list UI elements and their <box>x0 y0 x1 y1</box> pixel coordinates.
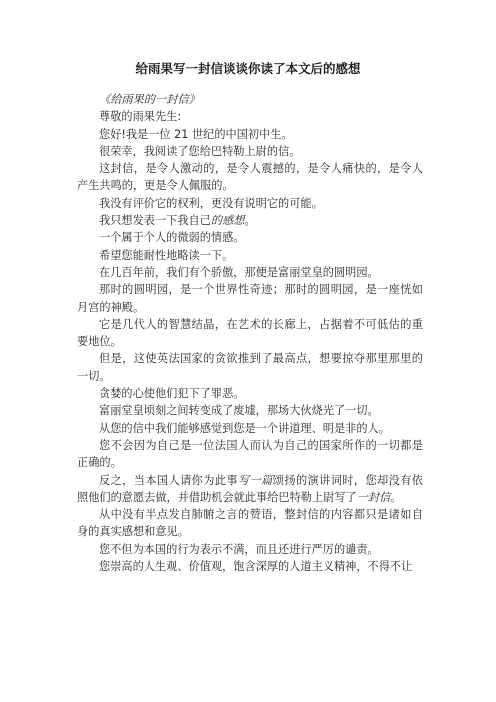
text-segment: 《给雨果的一封信》 <box>99 93 200 106</box>
body-paragraph <box>77 229 423 246</box>
body-paragraph <box>77 472 423 507</box>
text-segment: 您好!我是一位 21 世纪的中国初中生。 <box>99 127 293 141</box>
text-segment: 但是，这使英法国家的贪欲推到了最高点，想要掠夺那里那里的一切。 <box>77 352 423 383</box>
body-paragraph <box>77 437 423 472</box>
body-paragraph <box>77 195 423 212</box>
body-paragraph <box>77 212 423 229</box>
body-paragraph <box>77 160 423 195</box>
text-segment: 写一篇 <box>238 473 273 487</box>
body-paragraph <box>77 420 423 437</box>
body-paragraph <box>77 506 423 541</box>
text-segment: 您崇高的人生观、价值观，饱含深厚的人道主义精神，不得不让 <box>99 560 413 574</box>
text-segment: 您不会因为自己是一位法国人而认为自己的国家所作的一切都是正确的。 <box>77 438 423 470</box>
body-paragraph <box>77 541 423 558</box>
document-title: 给雨果写一封信谈谈你读了本文后的感想 <box>135 61 361 76</box>
text-segment: 反之，当本国人请你为此事 <box>99 473 239 487</box>
body-paragraph <box>77 143 423 160</box>
document-body <box>77 91 423 575</box>
text-segment: 颂扬的演讲词时，您却没有依照他们的意愿去做，并借助机会就此事给巴特勒上尉写了 <box>77 473 423 504</box>
body-paragraph <box>77 350 423 385</box>
body-paragraph <box>77 385 423 402</box>
body-paragraph <box>77 558 423 575</box>
text-segment: 富丽堂皇顷刻之间转变成了废墟，那场大伙烧光了一切。 <box>99 404 379 418</box>
text-segment: 在几百年前，我们有个骄傲，那便是富丽堂皇的圆明园。 <box>99 265 379 279</box>
text-segment: 这封信，是令人激动的，是令人震撼的，是令人痛快的，是令人产生共鸣的，更是令人佩服的。 <box>77 162 423 193</box>
text-segment: 一封信 <box>356 490 391 504</box>
text-segment: 。 <box>390 490 402 504</box>
body-paragraph <box>77 264 423 281</box>
text-segment: 贪婪的心使他们犯下了罪恶。 <box>99 387 245 401</box>
body-paragraph <box>77 281 423 316</box>
text-segment: 您不但为本国的行为表示不满，而且还进行严厉的谴责。 <box>99 542 379 556</box>
text-segment: 希望您能耐性地略读一下。 <box>99 248 234 262</box>
text-segment: 从中没有半点发自肺腑之言的赞语，整封信的内容都只是诸如自身的真实感想和意见。 <box>77 508 423 539</box>
text-segment: 它是几代人的智慧结晶，在艺术的长廊上，占据着不可低估的重要地位。 <box>77 317 423 349</box>
document-subtitle <box>77 91 423 108</box>
text-segment: 我没有评价它的权利，更没有说明它的可能。 <box>99 196 323 210</box>
body-paragraph <box>77 316 423 351</box>
text-segment: 。 <box>244 214 256 228</box>
text-segment: 从您的信中我们能够感觉到您是一个讲道理、明是非的人。 <box>99 421 390 435</box>
text-segment: 一个属于个人的微弱的情感。 <box>99 231 245 245</box>
text-segment: 很荣幸，我阅读了您给巴特勒上尉的信。 <box>99 144 301 158</box>
text-segment: 的感想 <box>210 214 245 228</box>
body-paragraph <box>77 247 423 264</box>
body-paragraph <box>77 126 423 143</box>
text-segment: 那时的圆明园，是一个世界性奇迹；那时的圆明园，是一座恍如月宫的神殿。 <box>77 283 423 314</box>
body-paragraph <box>77 108 423 125</box>
text-segment: 尊敬的雨果先生: <box>99 110 182 124</box>
text-segment: 我只想发表一下我自己 <box>99 214 211 228</box>
body-paragraph <box>77 402 423 419</box>
